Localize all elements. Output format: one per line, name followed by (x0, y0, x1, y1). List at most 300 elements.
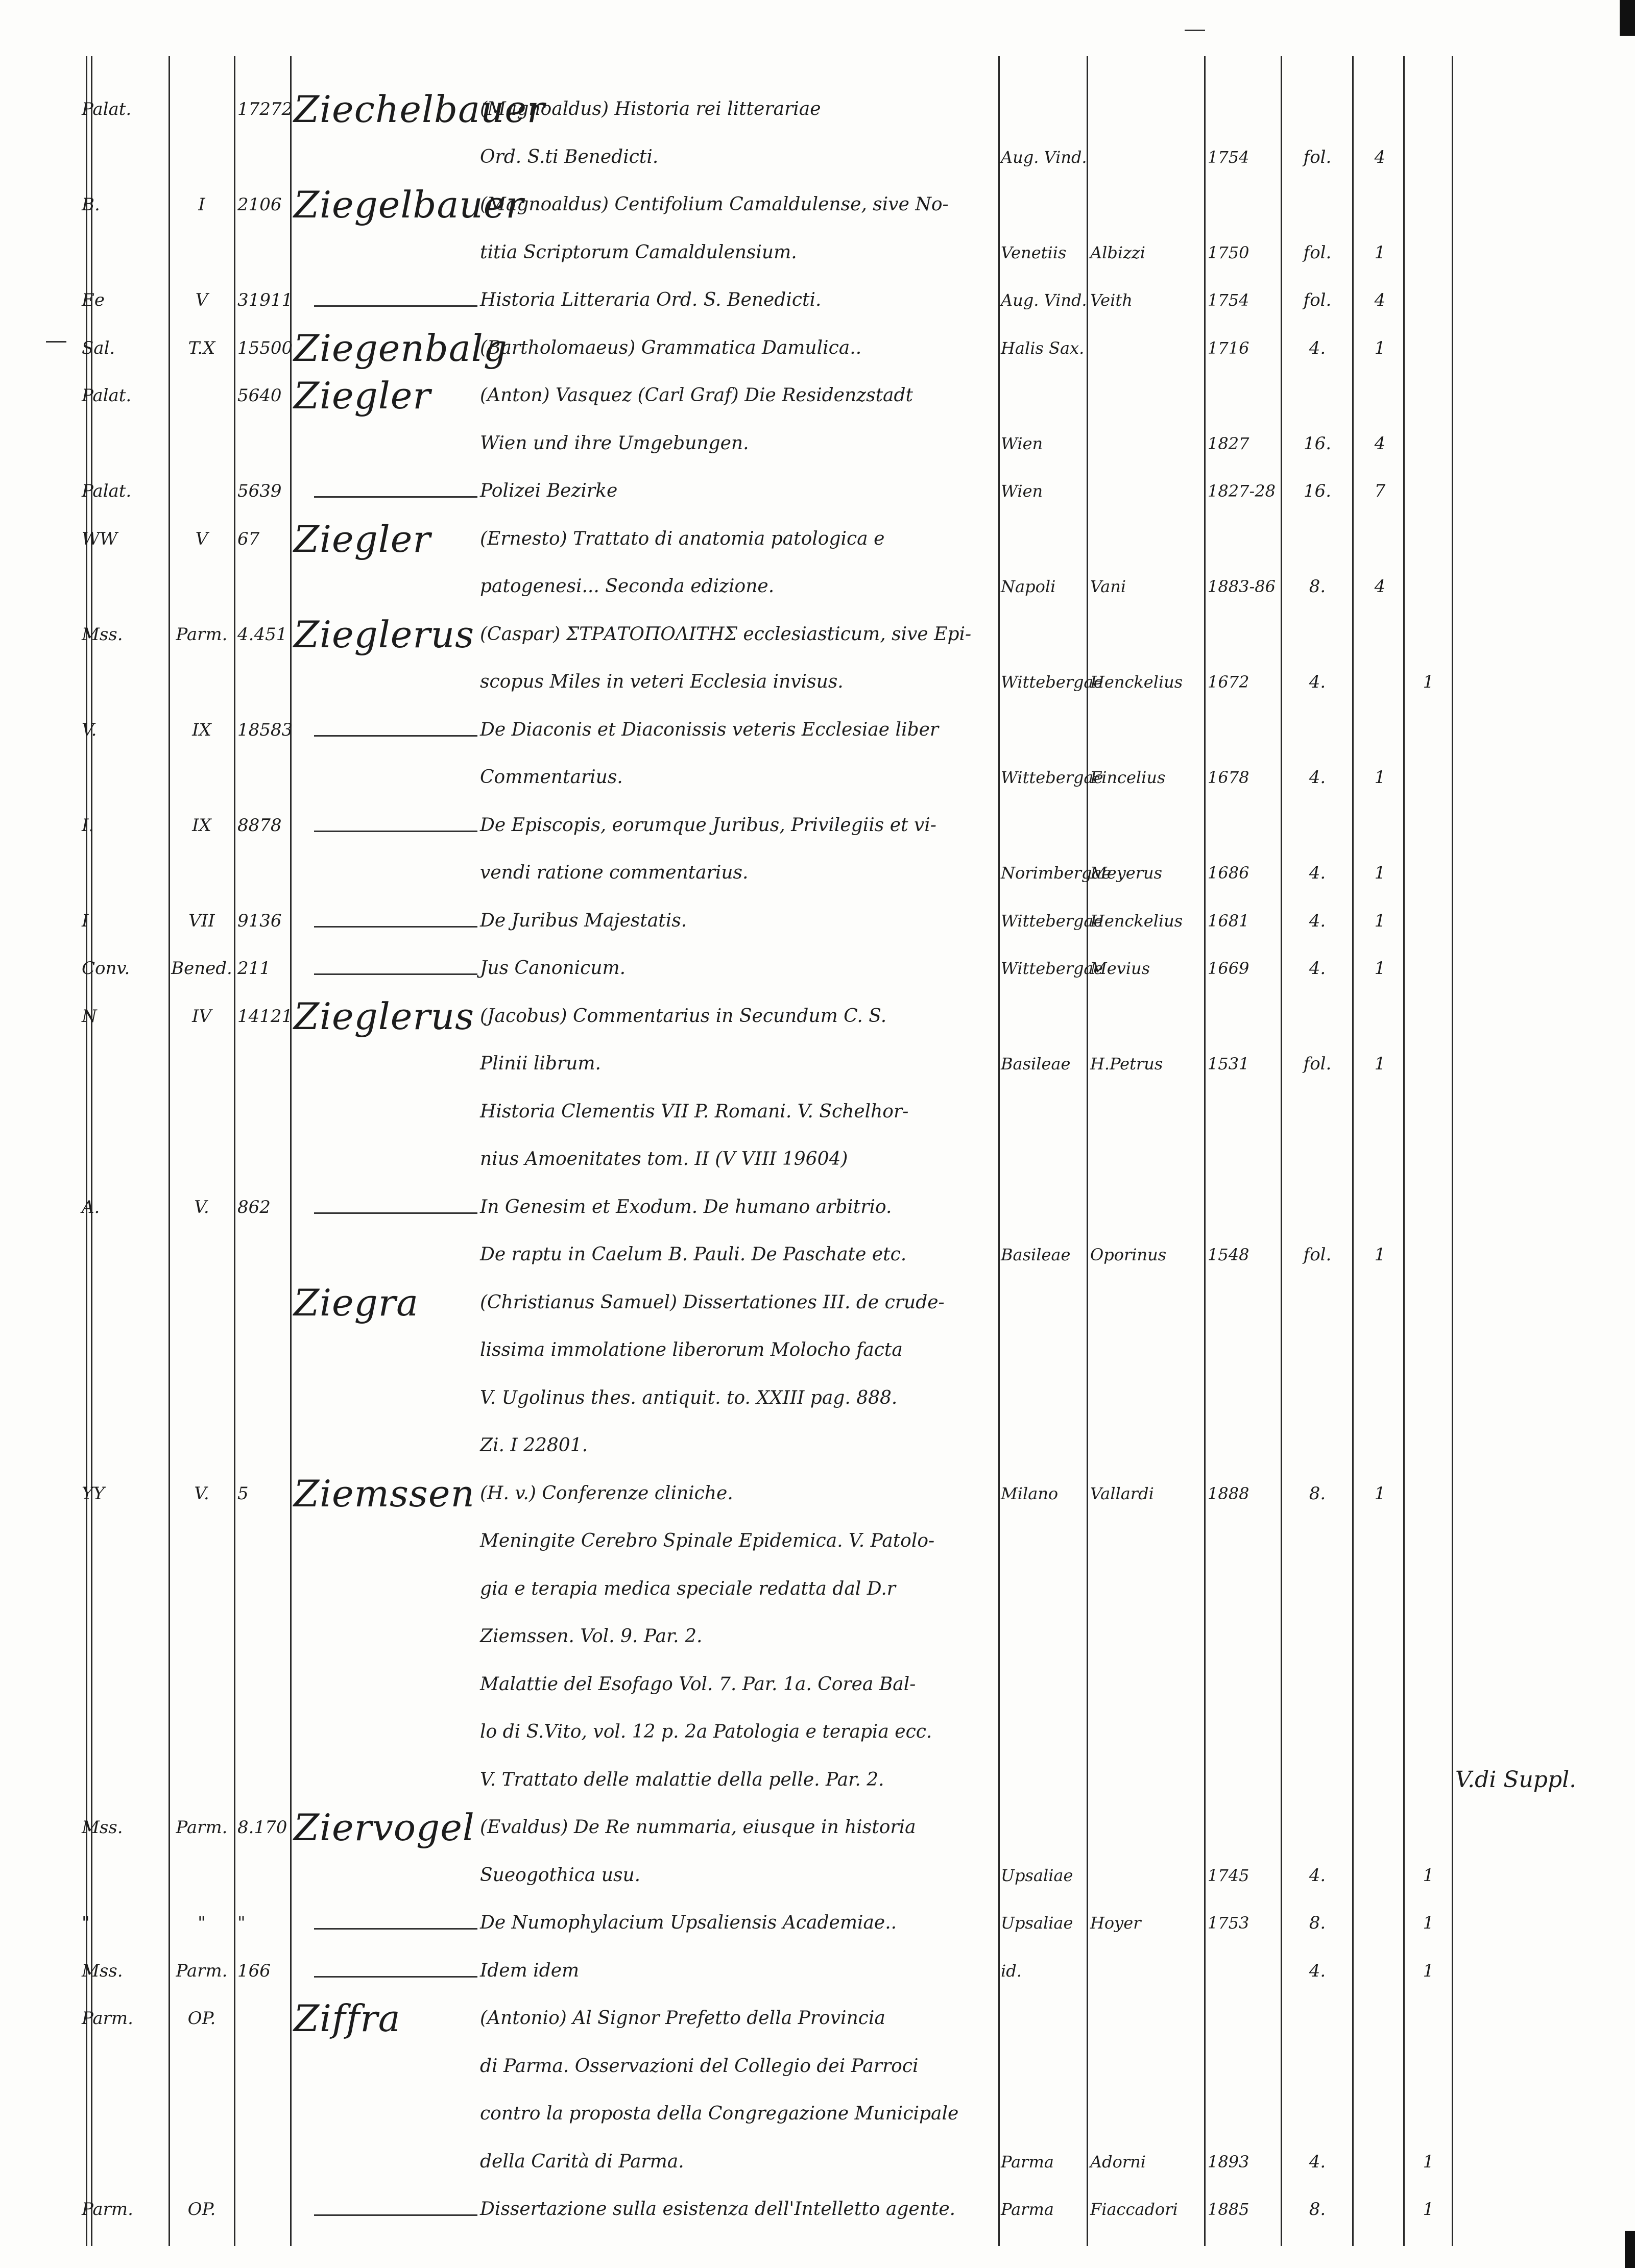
ditto-dash (314, 1212, 477, 1214)
ditto-dash (314, 926, 477, 928)
volume-cell: OP. (187, 2199, 216, 2220)
copies-cell (1356, 1567, 1404, 1612)
volume-cell (171, 1710, 232, 1754)
place-cell (1001, 1376, 1088, 1421)
format-cell (1284, 1376, 1351, 1421)
format-cell (1284, 803, 1351, 848)
margin-note (1455, 1614, 1634, 1659)
count-cell (1407, 230, 1450, 275)
shelfmark: N (82, 1006, 97, 1027)
ditto-dash (314, 1928, 477, 1930)
volume-cell: V (195, 528, 208, 549)
margin-note (1455, 1567, 1634, 1612)
shelfmark: Conv. (82, 958, 130, 979)
place-cell: Aug. Vind. (1001, 290, 1087, 310)
year-cell: 1754 (1208, 147, 1249, 167)
author-name (294, 278, 493, 323)
count-cell (1407, 1423, 1450, 1468)
number-cell (237, 1280, 291, 1325)
format-cell: fol. (1303, 147, 1332, 167)
place-cell (1001, 1758, 1088, 1802)
number-cell: 2106 (237, 194, 282, 215)
publisher-cell (1090, 1089, 1203, 1134)
year-cell: 1716 (1208, 338, 1249, 358)
volume-cell (171, 421, 232, 466)
year-cell: 1548 (1208, 1245, 1249, 1264)
author-name (294, 898, 493, 943)
author-name: Zieglerus (294, 613, 475, 656)
catalog-row (0, 1710, 1635, 1754)
title-text: lo di S.Vito, vol. 12 p. 2a Patologia e terapia ecc. (480, 1721, 932, 1742)
number-cell (237, 1567, 291, 1612)
shelfmark: Parm. (82, 2199, 133, 2220)
count-cell (1407, 564, 1450, 609)
margin-note (1455, 421, 1634, 466)
shelfmark: WW (82, 528, 117, 549)
format-cell (1284, 1519, 1351, 1564)
shelfmark (82, 135, 169, 180)
year-cell (1208, 1662, 1279, 1707)
year-cell (1208, 994, 1279, 1039)
shelfmark: " (82, 1913, 90, 1933)
place-cell (1001, 2044, 1088, 2089)
catalog-row (0, 1089, 1635, 1134)
place-cell (1001, 87, 1088, 132)
margin-note (1455, 2139, 1634, 2184)
volume-cell: VII (188, 910, 215, 931)
format-cell: 4. (1309, 767, 1326, 788)
number-cell (237, 1853, 291, 1898)
volume-cell (171, 660, 232, 704)
catalog-row (0, 1280, 1635, 1325)
publisher-cell (1090, 1758, 1203, 1802)
volume-cell: Parm. (176, 1817, 228, 1838)
margin-note (1455, 1185, 1634, 1230)
place-cell: Milano (1001, 1483, 1059, 1503)
number-cell (237, 2044, 291, 2089)
title-text: Polizei Bezirke (480, 480, 618, 501)
year-cell (1208, 612, 1279, 657)
margin-note (1455, 1948, 1634, 1993)
title-text: De Juribus Majestatis. (480, 910, 687, 931)
author-name (294, 2139, 493, 2184)
format-cell: fol. (1303, 242, 1332, 263)
number-cell (237, 1710, 291, 1754)
year-cell: 1672 (1208, 672, 1249, 692)
shelfmark: Mss. (82, 1817, 123, 1838)
copies-cell: 1 (1374, 910, 1386, 931)
catalog-row (0, 1758, 1635, 1802)
title-text: Jus Canonicum. (480, 958, 626, 979)
number-cell: 18583 (237, 719, 293, 740)
shelfmark: Parm. (82, 2008, 133, 2029)
title-text: (Caspar) ΣΤΡΑΤΟΠΟΛΙΤΗΣ ecclesiasticum, sive Epi- (480, 623, 972, 645)
year-cell (1208, 1137, 1279, 1182)
count-cell (1407, 1710, 1450, 1754)
publisher-cell (1090, 1948, 1203, 1993)
shelfmark (82, 564, 169, 609)
author-name (294, 564, 493, 609)
volume-cell (171, 1376, 232, 1421)
publisher-cell: Henckelius (1090, 911, 1183, 931)
number-cell (237, 1041, 291, 1086)
place-cell: Wien (1001, 433, 1043, 453)
volume-cell (171, 135, 232, 180)
shelfmark (82, 1137, 169, 1182)
volume-cell (171, 1089, 232, 1134)
format-cell (1284, 1423, 1351, 1468)
number-cell (237, 2139, 291, 2184)
shelfmark (82, 2044, 169, 2089)
shelfmark (82, 1328, 169, 1373)
year-cell (1208, 1758, 1279, 1802)
year-cell (1208, 182, 1279, 227)
volume-cell: IX (192, 815, 211, 836)
scan-edge-mark (1625, 2231, 1635, 2268)
publisher-cell (1090, 1710, 1203, 1754)
catalog-row (0, 1185, 1635, 1230)
copies-cell (1356, 87, 1404, 132)
year-cell (1208, 1519, 1279, 1564)
publisher-cell (1090, 1567, 1203, 1612)
title-text: De raptu in Caelum B. Pauli. De Paschate etc. (480, 1244, 907, 1265)
place-cell (1001, 517, 1088, 562)
catalog-row (0, 1900, 1635, 1945)
publisher-cell (1090, 2091, 1203, 2136)
publisher-cell (1090, 803, 1203, 848)
copies-cell (1356, 994, 1404, 1039)
shelfmark: Palat. (82, 481, 132, 501)
volume-cell: T.X (188, 337, 215, 358)
count-cell (1407, 421, 1450, 466)
place-cell: Parma (1001, 2152, 1054, 2172)
catalog-row (0, 1471, 1635, 1516)
author-name (294, 1089, 493, 1134)
catalog-row (0, 1567, 1635, 1612)
copies-cell (1356, 612, 1404, 657)
catalog-row (0, 1614, 1635, 1659)
shelfmark: Palat. (82, 99, 132, 119)
title-text: lissima immolatione liberorum Molocho facta (480, 1339, 903, 1360)
count-cell (1407, 135, 1450, 180)
number-cell (237, 2187, 291, 2232)
author-name (294, 1232, 493, 1277)
volume-cell (171, 469, 232, 514)
count-cell: 1 (1423, 1865, 1434, 1886)
year-cell: 1669 (1208, 959, 1249, 978)
catalog-row (0, 2187, 1635, 2232)
catalog-row (0, 278, 1635, 323)
catalog-row (0, 326, 1635, 371)
title-text: (H. v.) Conferenze cliniche. (480, 1482, 733, 1504)
place-cell: Venetiis (1001, 242, 1067, 262)
copies-cell: 4 (1374, 290, 1386, 310)
author-name: Ziechelbauer (294, 88, 545, 131)
format-cell (1284, 1996, 1351, 2041)
author-name (294, 1376, 493, 1421)
count-cell (1407, 1232, 1450, 1277)
count-cell (1407, 850, 1450, 895)
shelfmark: Palat. (82, 385, 132, 406)
title-text: contro la proposta della Congregazione Municipale (480, 2103, 959, 2124)
volume-cell: V (195, 290, 208, 310)
shelfmark (82, 1567, 169, 1612)
count-cell (1407, 946, 1450, 991)
shelfmark (82, 1041, 169, 1086)
author-name (294, 2187, 493, 2232)
title-text: Historia Clementis VII P. Romani. V. Schelhor- (480, 1101, 909, 1122)
count-cell: 1 (1423, 1960, 1434, 1981)
format-cell: 16. (1303, 433, 1332, 454)
author-name (294, 1662, 493, 1707)
publisher-cell (1090, 326, 1203, 371)
publisher-cell (1090, 469, 1203, 514)
number-cell (237, 564, 291, 609)
copies-cell (1356, 1137, 1404, 1182)
catalog-row (0, 2139, 1635, 2184)
publisher-cell (1090, 1805, 1203, 1850)
title-text: Commentarius. (480, 767, 623, 788)
year-cell: 1888 (1208, 1483, 1249, 1503)
number-cell (237, 850, 291, 895)
margin-note (1455, 326, 1634, 371)
copies-cell (1356, 373, 1404, 418)
publisher-cell (1090, 182, 1203, 227)
year-cell (1208, 1089, 1279, 1134)
margin-note (1455, 708, 1634, 752)
place-cell: Aug. Vind. (1001, 147, 1087, 167)
number-cell (237, 1328, 291, 1373)
volume-cell (171, 373, 232, 418)
copies-cell (1356, 1423, 1404, 1468)
shelfmark (82, 850, 169, 895)
number-cell: 31911 (237, 290, 293, 310)
volume-cell: " (198, 1913, 206, 1933)
place-cell (1001, 1805, 1088, 1850)
margin-note (1455, 898, 1634, 943)
catalog-row (0, 708, 1635, 752)
number-cell (237, 1614, 291, 1659)
author-name (294, 230, 493, 275)
volume-cell (171, 755, 232, 800)
top-edge-line (1185, 30, 1205, 31)
publisher-cell (1090, 373, 1203, 418)
publisher-cell: Fiaccadori (1090, 2200, 1178, 2219)
publisher-cell (1090, 1996, 1203, 2041)
place-cell (1001, 1662, 1088, 1707)
year-cell: 1893 (1208, 2152, 1249, 2172)
margin-note (1455, 994, 1634, 1039)
place-cell: Norimbergae (1001, 863, 1112, 883)
publisher-cell (1090, 1614, 1203, 1659)
shelfmark: Mss. (82, 1960, 123, 1981)
title-text: della Carità di Parma. (480, 2151, 684, 2172)
ditto-dash (314, 831, 477, 832)
copies-cell: 1 (1374, 1245, 1386, 1265)
copies-cell (1356, 2091, 1404, 2136)
copies-cell: 1 (1374, 242, 1386, 263)
margin-note (1455, 1519, 1634, 1564)
count-cell (1407, 898, 1450, 943)
format-cell: 4. (1309, 337, 1326, 358)
copies-cell (1356, 1805, 1404, 1850)
author-name (294, 850, 493, 895)
shelfmark (82, 755, 169, 800)
format-cell (1284, 182, 1351, 227)
copies-cell (1356, 2044, 1404, 2089)
number-cell (237, 2091, 291, 2136)
margin-note (1455, 1328, 1634, 1373)
year-cell (1208, 1805, 1279, 1850)
number-cell: 8878 (237, 815, 282, 836)
format-cell (1284, 1758, 1351, 1802)
format-cell (1284, 1280, 1351, 1325)
count-cell: 1 (1423, 2151, 1434, 2172)
count-cell (1407, 1996, 1450, 2041)
volume-cell: OP. (187, 2008, 216, 2029)
count-cell: 1 (1423, 1913, 1434, 1933)
format-cell (1284, 708, 1351, 752)
count-cell (1407, 755, 1450, 800)
margin-note (1455, 850, 1634, 895)
year-cell: 1681 (1208, 911, 1249, 931)
year-cell (1208, 1328, 1279, 1373)
author-name (294, 1900, 493, 1945)
volume-cell (171, 1137, 232, 1182)
publisher-cell (1090, 1137, 1203, 1182)
author-name (294, 708, 493, 752)
copies-cell (1356, 708, 1404, 752)
count-cell (1407, 1376, 1450, 1421)
format-cell (1284, 994, 1351, 1039)
author-name (294, 1710, 493, 1754)
place-cell: Wittebergae (1001, 672, 1103, 692)
place-cell (1001, 1423, 1088, 1468)
volume-cell (171, 2139, 232, 2184)
copies-cell: 4 (1374, 576, 1386, 597)
ditto-dash (314, 735, 477, 737)
number-cell (237, 1137, 291, 1182)
number-cell (237, 135, 291, 180)
shelfmark (82, 1376, 169, 1421)
catalog-row (0, 469, 1635, 514)
copies-cell (1356, 182, 1404, 227)
count-cell (1407, 517, 1450, 562)
place-cell (1001, 1710, 1088, 1754)
format-cell (1284, 1662, 1351, 1707)
shelfmark (82, 1280, 169, 1325)
title-text: (Antonio) Al Signor Prefetto della Provincia (480, 2008, 885, 2029)
publisher-cell (1090, 517, 1203, 562)
author-name (294, 1185, 493, 1230)
number-cell: 4.451 (237, 624, 287, 645)
catalog-row (0, 230, 1635, 275)
count-cell (1407, 1280, 1450, 1325)
volume-cell (171, 1758, 232, 1802)
catalog-row (0, 1423, 1635, 1468)
catalog-row (0, 1948, 1635, 1993)
margin-note (1455, 660, 1634, 704)
number-cell: " (237, 1913, 246, 1933)
ditto-dash (314, 1976, 477, 1978)
margin-note (1455, 1805, 1634, 1850)
margin-note (1455, 1853, 1634, 1898)
count-cell (1407, 1758, 1450, 1802)
volume-cell (171, 1041, 232, 1086)
count-cell (1407, 1328, 1450, 1373)
year-cell: 1753 (1208, 1913, 1249, 1933)
catalog-row (0, 803, 1635, 848)
margin-note (1455, 182, 1634, 227)
place-cell (1001, 1089, 1088, 1134)
title-text: (Evaldus) De Re nummaria, eiusque in historia (480, 1817, 916, 1838)
title-text: nius Amoenitates tom. II (V VIII 19604) (480, 1149, 848, 1169)
year-cell (1208, 803, 1279, 848)
margin-note (1455, 1280, 1634, 1325)
volume-cell (171, 564, 232, 609)
catalog-row (0, 2091, 1635, 2136)
catalog-row (0, 564, 1635, 609)
copies-cell (1356, 1614, 1404, 1659)
count-cell (1407, 2091, 1450, 2136)
catalog-row (0, 994, 1635, 1039)
catalog-row (0, 1041, 1635, 1086)
year-cell: 1827-28 (1208, 481, 1276, 501)
author-name (294, 1328, 493, 1373)
title-text: patogenesi... Seconda edizione. (480, 576, 775, 597)
publisher-cell: Adorni (1090, 2152, 1146, 2172)
shelfmark (82, 1232, 169, 1277)
copies-cell (1356, 1662, 1404, 1707)
catalog-row (0, 517, 1635, 562)
margin-note (1455, 564, 1634, 609)
format-cell (1284, 1567, 1351, 1612)
year-cell: 1745 (1208, 1865, 1249, 1885)
margin-note (1455, 803, 1634, 848)
catalog-row (0, 135, 1635, 180)
margin-note: V.di Suppl. (1455, 1766, 1577, 1793)
author-name (294, 660, 493, 704)
copies-cell (1356, 1996, 1404, 2041)
volume-cell: Bened. (171, 958, 232, 979)
margin-note (1455, 2187, 1634, 2232)
ditto-dash (314, 973, 477, 975)
margin-note (1455, 1996, 1634, 2041)
publisher-cell: Hoyer (1090, 1913, 1141, 1933)
title-text: Historia Litteraria Ord. S. Benedicti. (480, 289, 822, 310)
margin-note (1455, 1900, 1634, 1945)
copies-cell (1356, 2187, 1404, 2232)
publisher-cell (1090, 612, 1203, 657)
place-cell (1001, 1137, 1088, 1182)
author-name: Ziffra (294, 1997, 401, 2040)
catalog-row (0, 1853, 1635, 1898)
format-cell (1284, 2044, 1351, 2089)
publisher-cell (1090, 708, 1203, 752)
year-cell (1208, 87, 1279, 132)
place-cell (1001, 994, 1088, 1039)
year-cell: 1754 (1208, 290, 1249, 310)
publisher-cell: Henckelius (1090, 672, 1183, 692)
title-text: De Diaconis et Diaconissis veteris Ecclesiae liber (480, 719, 939, 740)
shelfmark: B. (82, 194, 100, 215)
format-cell (1284, 1089, 1351, 1134)
margin-note (1455, 135, 1634, 180)
copies-cell (1356, 803, 1404, 848)
count-cell (1407, 803, 1450, 848)
title-text: Sueogothica usu. (480, 1864, 641, 1886)
author-name (294, 469, 493, 514)
